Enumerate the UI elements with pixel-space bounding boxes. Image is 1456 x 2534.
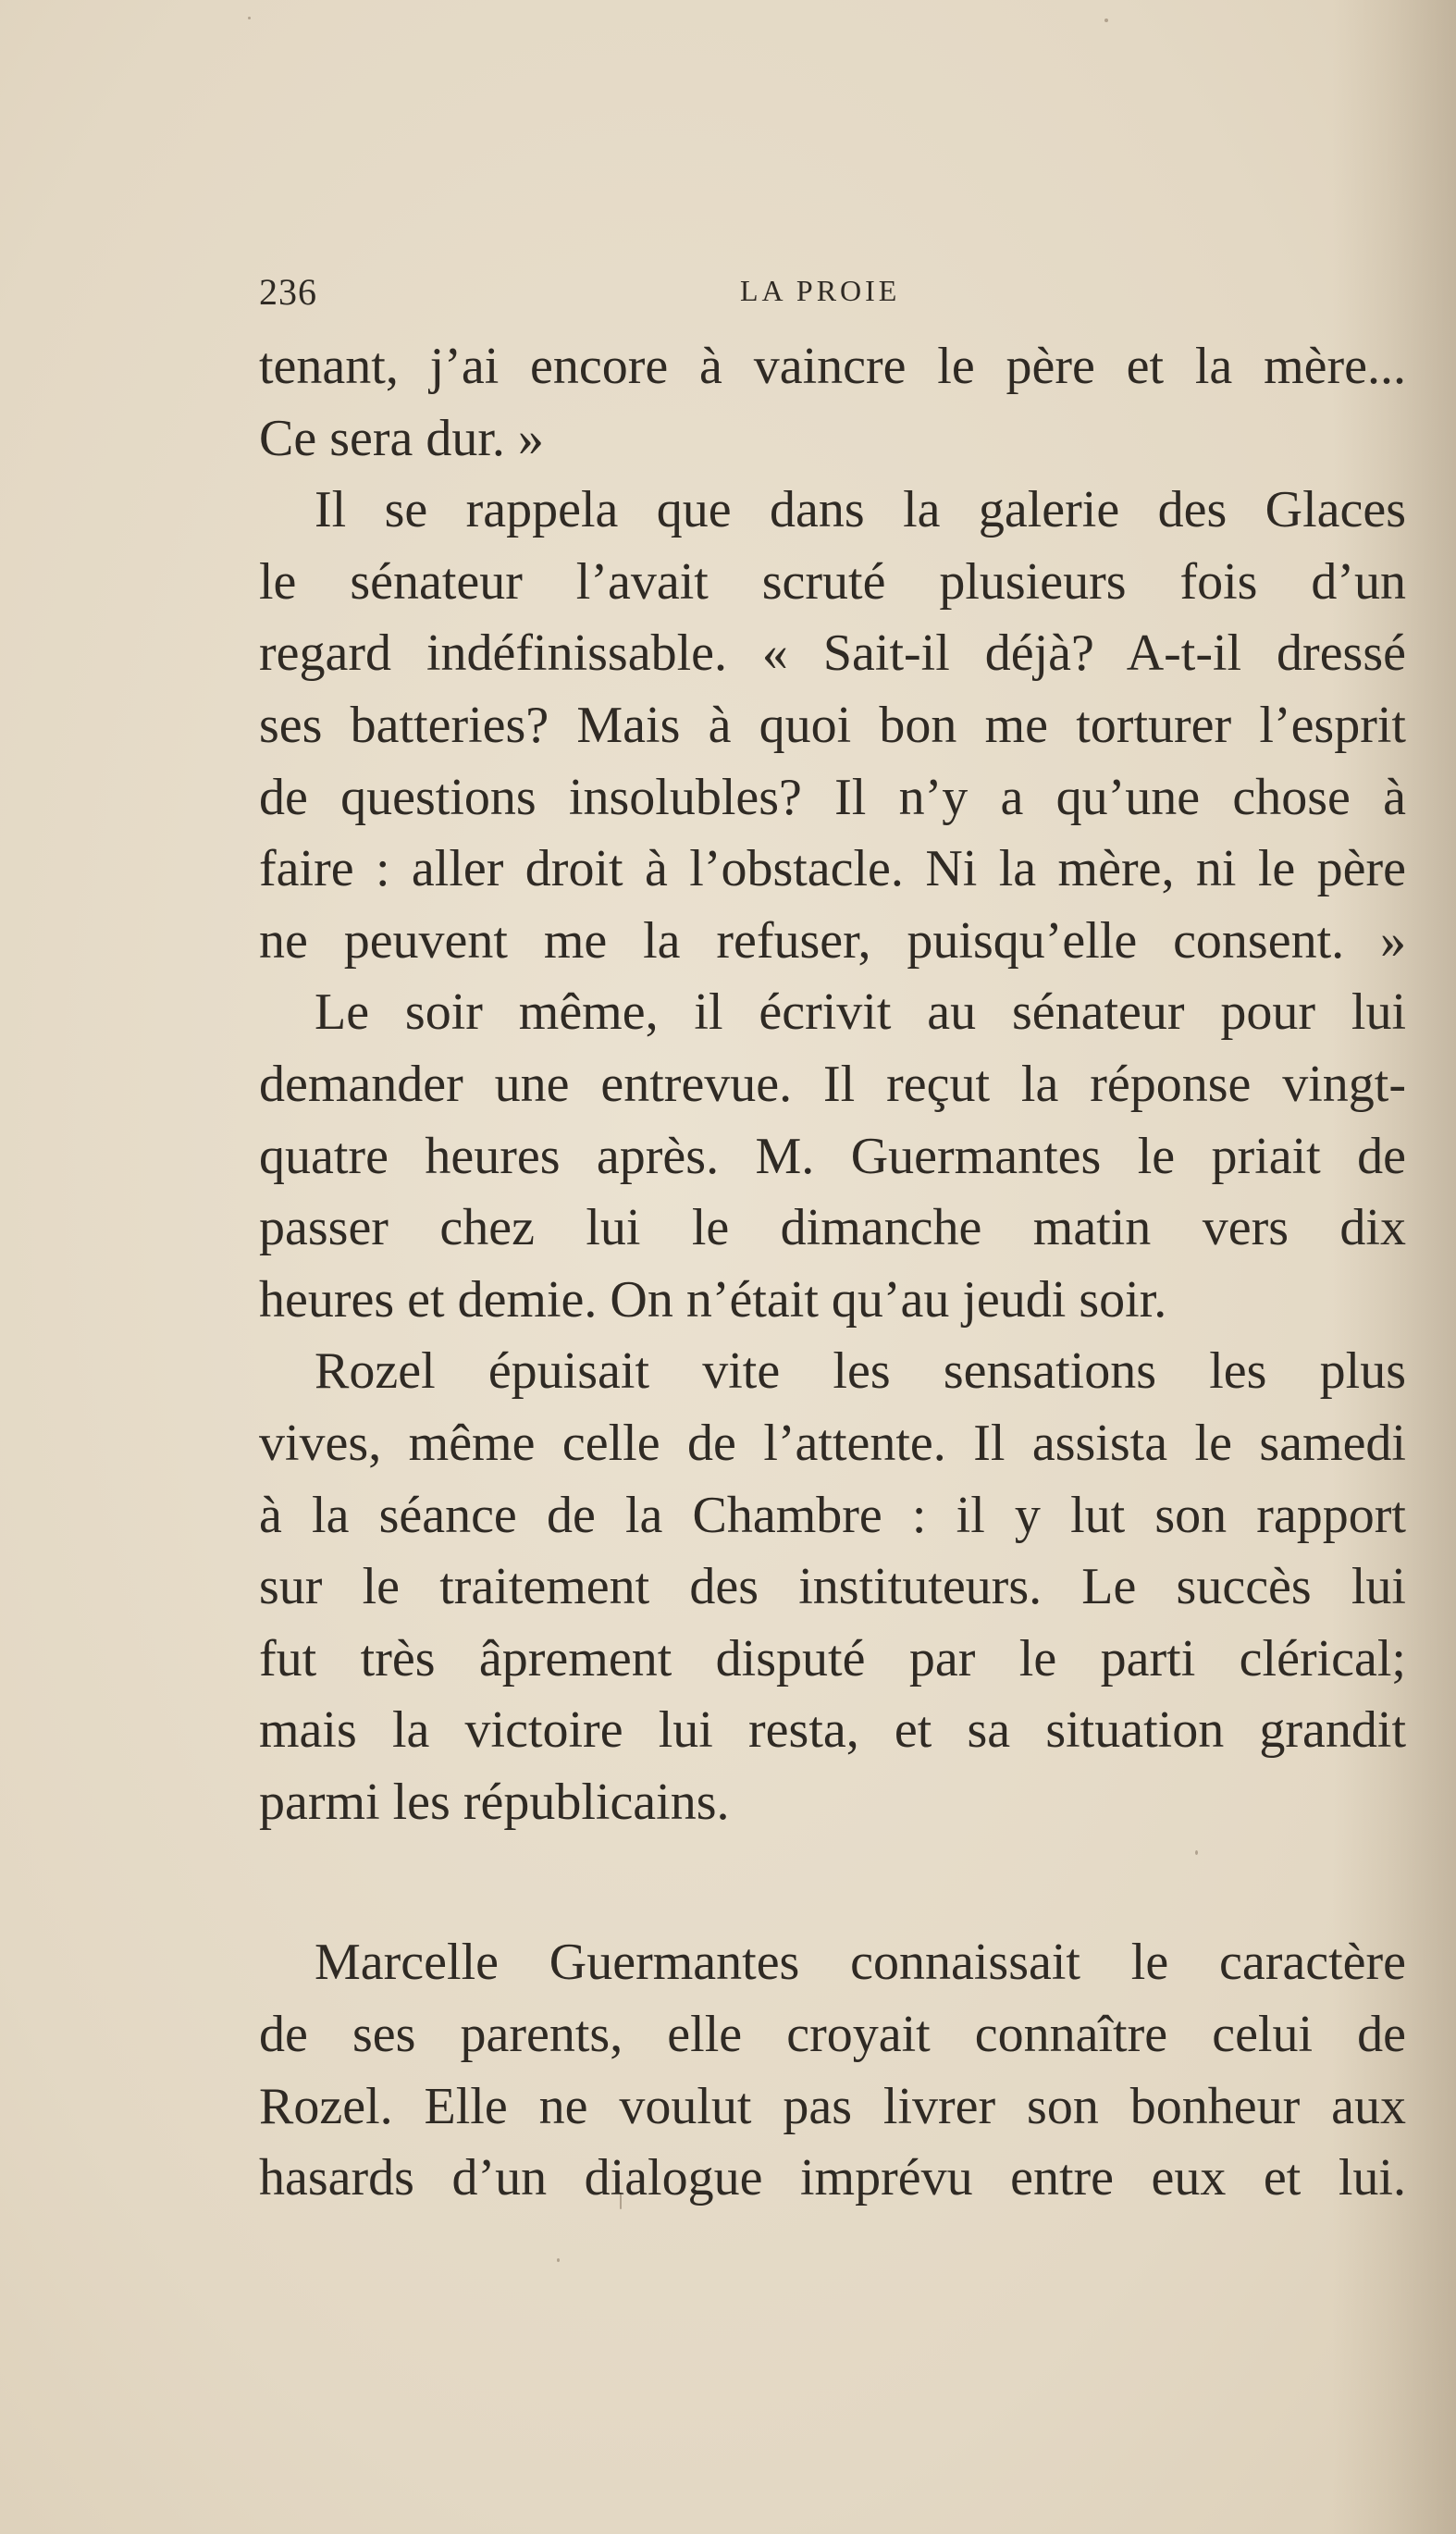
text-line: sur le traitement des instituteurs. Le succès lui [259, 1558, 1406, 1616]
page-header [259, 270, 1406, 313]
text-line: fut très âprement disputé par le parti clérical; [259, 1629, 1406, 1687]
text-line: hasards d’un dialogue imprévu entre eux et lui. [259, 2149, 1406, 2207]
text-line: à la séance de la Chambre : il y lut son rapport [259, 1486, 1406, 1544]
text-line: faire : aller droit à l’obstacle. Ni la mère, ni le père [259, 840, 1406, 898]
text-line: Ce sera dur. » [259, 409, 544, 467]
text-line: mais la victoire lui resta, et sa situation grandit [259, 1701, 1406, 1760]
running-title: LA PROIE [740, 274, 901, 307]
text-line: de questions insolubles? Il n’y a qu’une chose à [259, 768, 1406, 826]
text-line: vives, même celle de l’attente. Il assista le samedi [259, 1414, 1406, 1472]
paper-speck [248, 17, 251, 19]
text-line: parmi les républicains. [259, 1773, 730, 1831]
text-line: heures et demie. On n’était qu’au jeudi soir. [259, 1270, 1167, 1329]
page-number: 236 [259, 271, 317, 313]
body-text [259, 331, 1406, 2215]
text-line: Rozel. Elle ne voulut pas livrer son bonheur aux [259, 2077, 1406, 2135]
text-line: le sénateur l’avait scruté plusieurs fois d’un [259, 552, 1406, 611]
text-line: Marcelle Guermantes connaissait le caractère [315, 1934, 1406, 1992]
paragraph [259, 1336, 1406, 1838]
paragraph [259, 475, 1406, 977]
text-line: Le soir même, il écrivit au sénateur pour lui [315, 983, 1406, 1042]
paper-speck [557, 2258, 560, 2262]
text-line: regard indéfinissable. « Sait-il déjà? A-t-il dressé [259, 624, 1406, 683]
text-line: ses batteries? Mais à quoi bon me torturer l’esprit [259, 696, 1406, 754]
text-line: Rozel épuisait vite les sensations les plus [315, 1342, 1406, 1401]
text-line: ne peuvent me la refuser, puisqu’elle consent. » [259, 911, 1406, 970]
text-line: passer chez lui le dimanche matin vers dix [259, 1199, 1406, 1257]
paragraph [259, 977, 1406, 1336]
text-line: Il se rappela que dans la galerie des Glaces [315, 481, 1406, 539]
paragraph [259, 331, 1406, 475]
text-line: demander une entrevue. Il reçut la réponse vingt- [259, 1055, 1406, 1113]
section-break [259, 1838, 1406, 1927]
text-line: quatre heures après. M. Guermantes le priait de [259, 1127, 1406, 1185]
paper-speck [1104, 19, 1108, 22]
text-line: de ses parents, elle croyait connaître celui de [259, 2006, 1406, 2064]
paragraph [259, 1927, 1406, 2214]
text-line: tenant, j’ai encore à vaincre le père et la mère... [259, 338, 1406, 395]
